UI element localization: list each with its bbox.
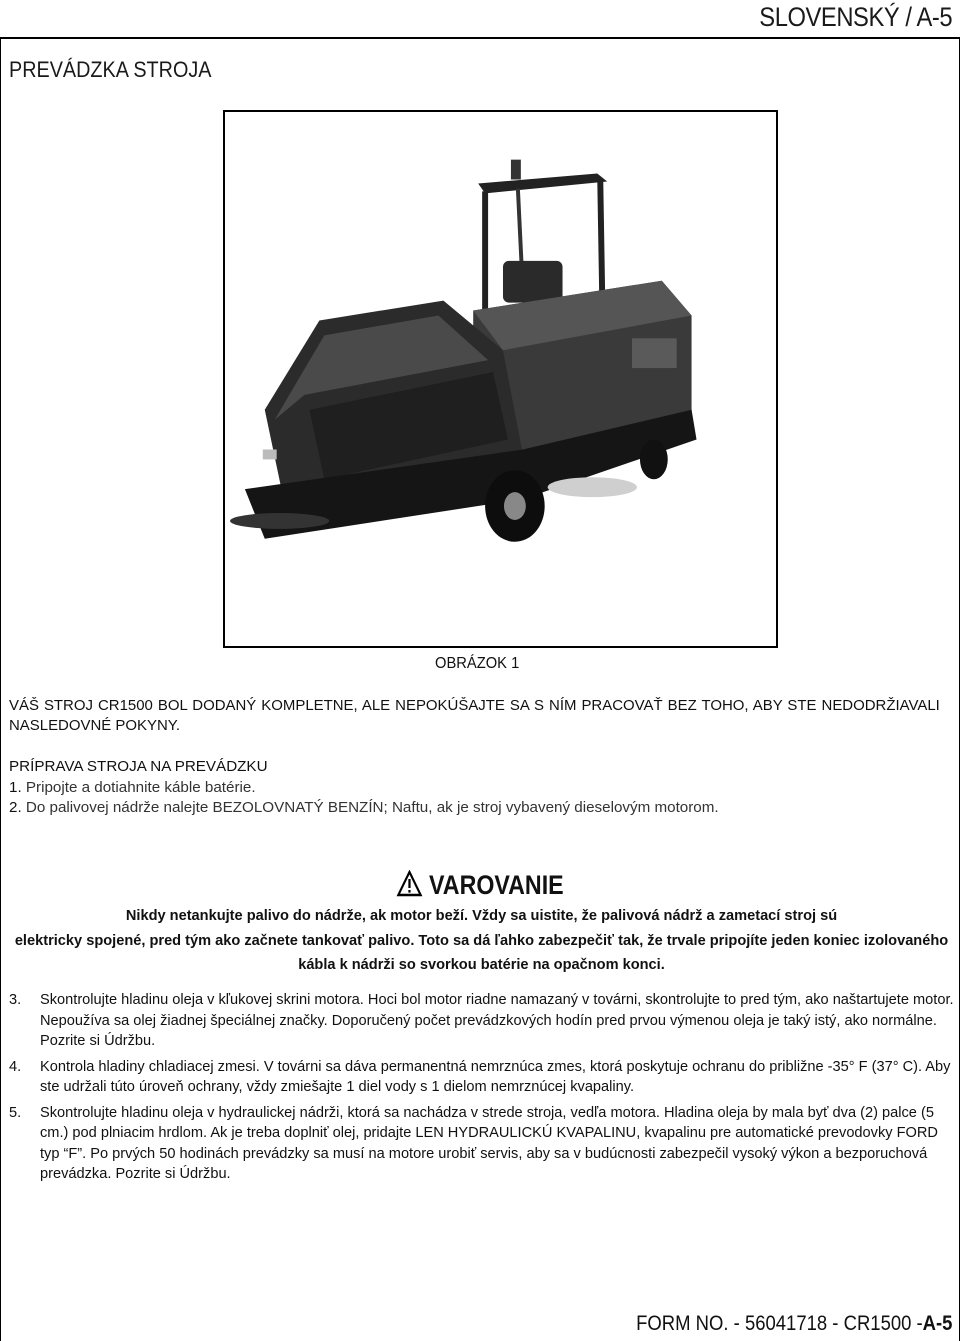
warning-text <box>9 904 954 978</box>
figure-caption: OBRÁZOK 1 <box>435 655 520 672</box>
list-item <box>9 1057 954 1098</box>
list-item-number: 3. <box>9 992 22 1008</box>
prep-step-2 <box>9 798 719 819</box>
header-rule <box>0 37 960 39</box>
preparation-section <box>9 757 719 819</box>
prep-step-number: 2. <box>9 799 22 816</box>
warning-title: VAROVANIE <box>429 870 564 900</box>
section-title: PREVÁDZKA STROJA <box>9 57 212 82</box>
list-item-text: Skontrolujte hladinu oleja v hydraulickej nádrži, ktorá sa nachádza v strede stroja, vedľa motora. Hladina oleja by mala byť dva (2) palce (5 cm.) pod plniacim hrdlom. Ak je treba doplniť olej, pridajte LEN HYDRAULICKÚ KVAPALINU, kvapalinu pre automatické prevodovky FORD typ “F”. Po prvých 50 hodinách prevádzky sa musí na motore urobiť servis, aby sa v budúcnosti zabezpečil vysoký výkon a bezporuchová prevádzka. Pozrite si Údržbu. <box>40 1104 938 1182</box>
footer-page-number: A-5 <box>922 1312 952 1335</box>
page-frame-left <box>0 37 1 1341</box>
intro-paragraph: VÁŠ STROJ CR1500 BOL DODANÝ KOMPLETNE, ALE NEPOKÚŠAJTE SA S NÍM PRACOVAŤ BEZ TOHO, ABY STE NEDODRŽIAVALI NASLEDOVNÉ POKYNY. <box>9 697 940 734</box>
figure-sweeper-photo <box>223 110 778 648</box>
list-item-text: Skontrolujte hladinu oleja v kľukovej skrini motora. Hoci bol motor riadne namazaný v továrni, skontrolujte to pred tým, ako naštartujete motor. Nepoužíva sa olej žiadnej špeciálnej značky. Doporučený počet prevádzkových hodín pred prvou výmenou oleja je taký istý, ako normálne. Pozrite si Údržbu. <box>40 992 954 1049</box>
prep-step-1 <box>9 778 719 799</box>
list-item <box>9 1103 954 1185</box>
preparation-title: PRÍPRAVA STROJA NA PREVÁDZKU <box>9 758 268 775</box>
instruction-list <box>9 990 954 1190</box>
sweeper-machine-illustration <box>225 112 776 646</box>
prep-step-number: 1. <box>9 778 22 796</box>
warning-heading <box>67 870 893 904</box>
prep-step-text: Do palivovej nádrže nalejte BEZOLOVNATÝ BENZÍN; Naftu, ak je stroj vybavený dieselovým motorom. <box>25 799 719 816</box>
list-item-text: Kontrola hladiny chladiacej zmesi. V továrni sa dáva permanentná nemrznúca zmes, ktorá poskytuje ochranu do približne -35° F (37° C). Aby ste udržali túto úroveň ochrany, vždy zmiešajte 1 diel vody s 1 dielom nemrznúcej kvapaliny. <box>40 1058 951 1095</box>
page-footer <box>636 1312 952 1336</box>
warning-line-1: Nikdy netankujte palivo do nádrže, ak motor beží. Vždy sa uistite, že palivová nádrž a zametací stroj sú <box>125 908 838 924</box>
warning-line-2: elektricky spojené, pred tým ako začnete tankovať palivo. Toto sa dá ľahko zabezpečiť tak, že trvale pripojíte jeden koniec izolovaného <box>14 932 949 949</box>
warning-triangle-icon <box>396 870 422 904</box>
footer-form-number: FORM NO. - 56041718 - CR1500 - <box>635 1312 923 1335</box>
prep-step-text: Pripojte a dotiahnite káble batérie. <box>25 778 256 796</box>
list-item-number: 5. <box>9 1104 22 1121</box>
list-item-number: 4. <box>9 1058 22 1075</box>
page-header-title: SLOVENSKÝ / A-5 <box>759 2 952 32</box>
warning-line-3: kábla k nádrži so svorkou batérie na opačnom konci. <box>298 957 665 973</box>
list-item <box>9 990 954 1052</box>
